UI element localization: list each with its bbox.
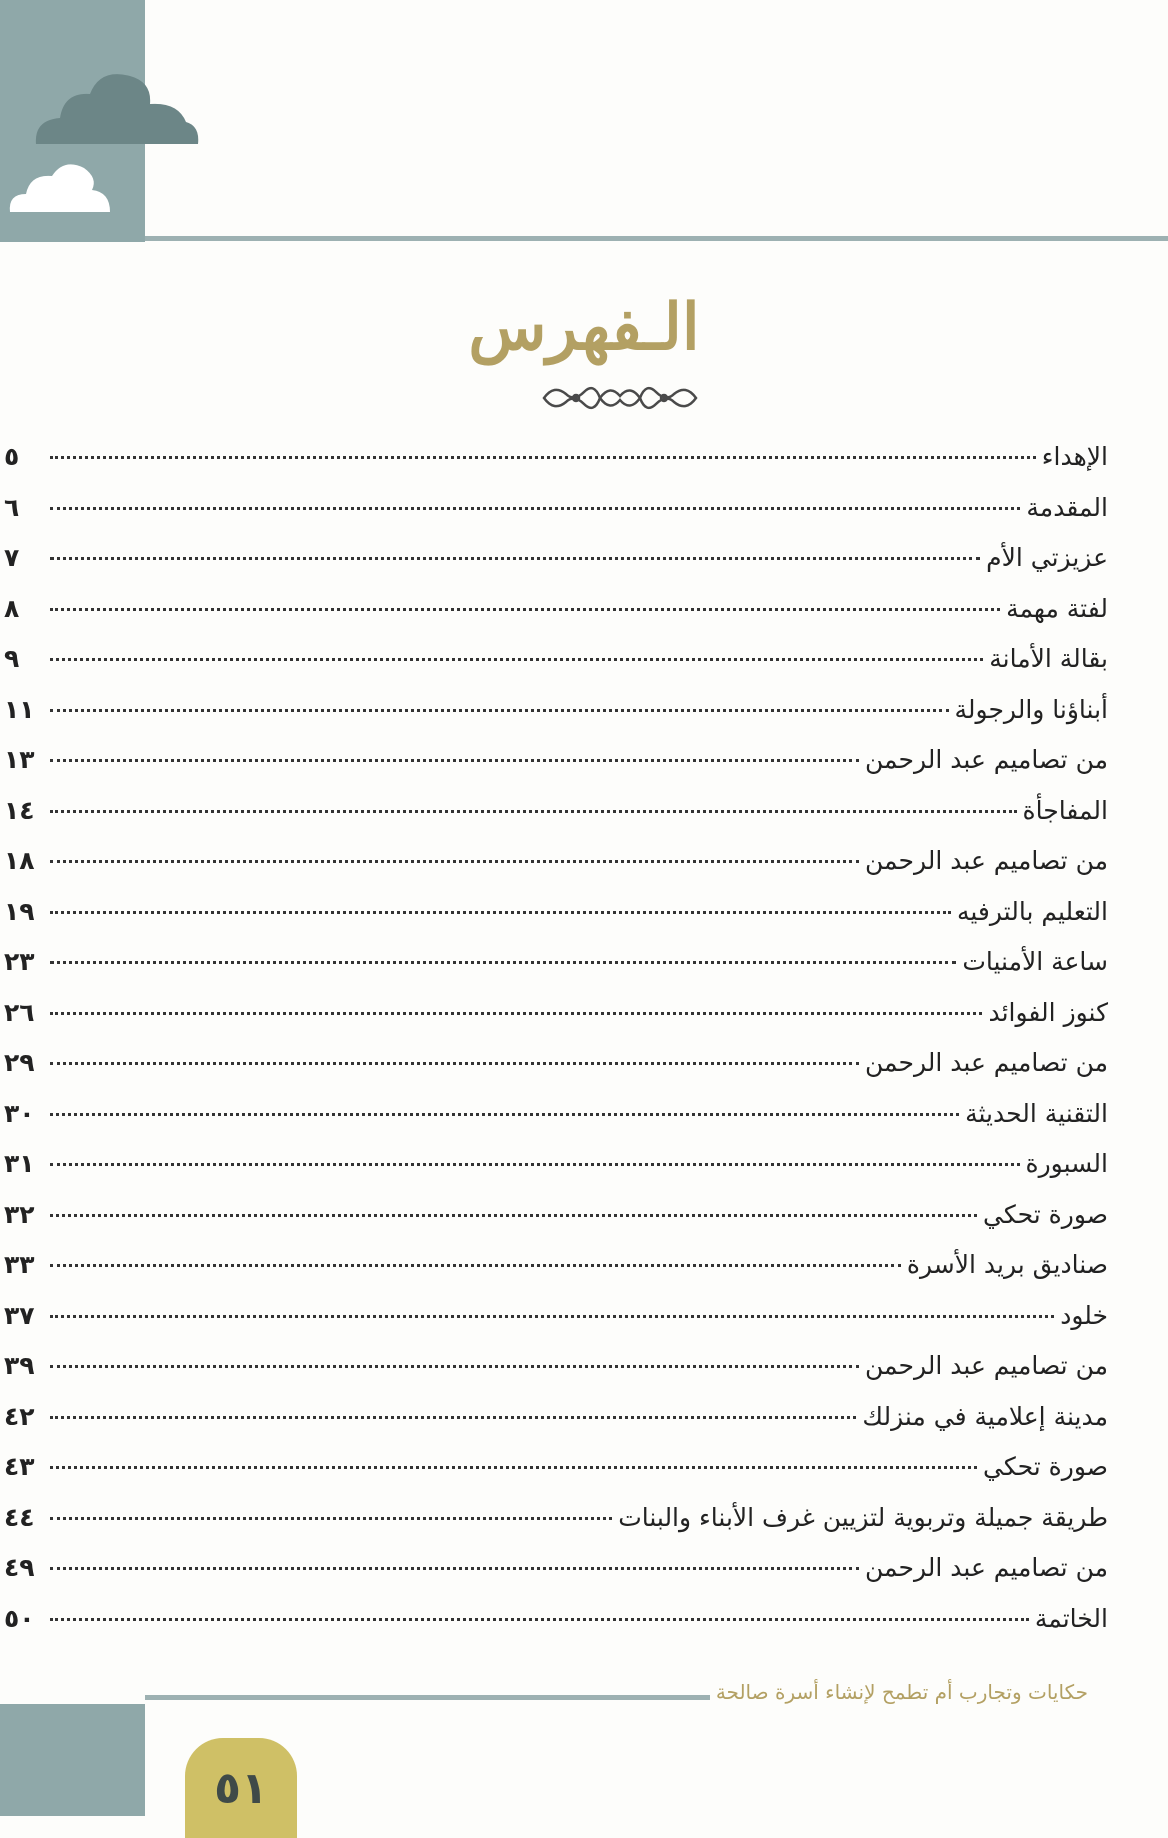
toc-dot-leader <box>50 961 956 964</box>
toc-dot-leader <box>50 810 1017 813</box>
toc-dot-leader <box>50 1264 901 1267</box>
toc-dot-leader <box>50 1466 977 1469</box>
toc-entry-title: طريقة جميلة وتربوية لتزيين غرف الأبناء والبنات <box>618 1502 1108 1532</box>
toc-dot-leader <box>50 1214 977 1217</box>
toc-entry-title: صناديق بريد الأسرة <box>906 1250 1108 1279</box>
toc-entry-page: ١١ <box>4 694 35 724</box>
toc-entry-page: ٣٣ <box>4 1250 35 1279</box>
toc-entry-title: عزيزتي الأم <box>986 543 1108 572</box>
toc-entry <box>4 887 1108 938</box>
toc-dot-leader <box>50 1517 612 1520</box>
page-number-badge: ٥١ <box>185 1738 297 1838</box>
toc-entry-page: ٦ <box>4 492 20 522</box>
toc-entry <box>4 432 1108 483</box>
toc-entry-title: خلود <box>1060 1300 1108 1330</box>
toc-dot-leader <box>50 1062 859 1065</box>
toc-entry <box>4 483 1108 534</box>
toc-entry-title: لفتة مهمة <box>1006 593 1108 623</box>
toc-entry-title: السبورة <box>1025 1149 1108 1178</box>
cloud-icon <box>28 62 203 147</box>
toc-entry-page: ٤٤ <box>4 1502 35 1532</box>
toc-entry-title: ساعة الأمنيات <box>962 947 1108 976</box>
toc-dot-leader <box>50 1012 982 1015</box>
toc-dot-leader <box>50 557 980 560</box>
toc-entry-page: ٩ <box>4 644 20 673</box>
toc-entry <box>4 988 1108 1039</box>
toc-entry-page: ١٤ <box>4 795 35 825</box>
toc-dot-leader <box>50 456 1036 459</box>
toc-dot-leader <box>50 1163 1020 1166</box>
toc-entry-title: صورة تحكي <box>983 1199 1108 1229</box>
toc-entry-title: صورة تحكي <box>983 1452 1108 1481</box>
toc-entry <box>4 634 1108 685</box>
toc-entry-title: من تصاميم عبد الرحمن <box>865 1351 1108 1380</box>
toc-dot-leader <box>50 759 859 762</box>
toc-entry <box>4 937 1108 988</box>
toc-entry-title: أبناؤنا والرجولة <box>954 694 1108 724</box>
toc-entry-page: ١٩ <box>4 896 35 926</box>
toc-entry-page: ٢٦ <box>4 997 35 1027</box>
footer-rule <box>145 1695 710 1700</box>
toc-entry <box>4 584 1108 635</box>
toc-dot-leader <box>50 1618 1029 1621</box>
toc-dot-leader <box>50 709 949 712</box>
toc-dot-leader <box>50 1315 1054 1318</box>
toc-entry-title: كنوز الفوائد <box>988 997 1108 1027</box>
page-title: الـفهرس <box>468 290 700 365</box>
toc-entry-title: مدينة إعلامية في منزلك <box>862 1401 1108 1431</box>
toc-dot-leader <box>50 1365 859 1368</box>
toc-entry <box>4 1038 1108 1089</box>
toc-dot-leader <box>50 1416 856 1419</box>
toc-entry-page: ٣٧ <box>4 1300 35 1330</box>
toc-entry <box>4 1341 1108 1392</box>
toc-entry-page: ٣٢ <box>4 1199 35 1229</box>
table-of-contents <box>4 432 1108 1644</box>
toc-entry <box>4 786 1108 837</box>
toc-dot-leader <box>50 658 983 661</box>
toc-entry-title: التعليم بالترفيه <box>956 896 1108 926</box>
toc-entry <box>4 1442 1108 1493</box>
toc-entry <box>4 1240 1108 1291</box>
footer-color-block <box>0 1704 145 1816</box>
toc-entry <box>4 1190 1108 1241</box>
toc-entry-page: ٣٩ <box>4 1351 35 1380</box>
toc-entry-title: التقنية الحديثة <box>965 1098 1108 1128</box>
toc-dot-leader <box>50 1113 959 1116</box>
toc-dot-leader <box>50 1567 859 1570</box>
toc-entry-page: ٤٢ <box>4 1401 35 1431</box>
toc-dot-leader <box>50 860 859 863</box>
toc-entry <box>4 685 1108 736</box>
header-rule <box>145 236 1168 241</box>
toc-entry-page: ٤٩ <box>4 1553 35 1582</box>
toc-entry-title: من تصاميم عبد الرحمن <box>865 1553 1108 1582</box>
toc-entry <box>4 1594 1108 1645</box>
ornament-divider <box>540 380 700 416</box>
toc-entry-title: من تصاميم عبد الرحمن <box>865 846 1108 875</box>
toc-entry-title: الخاتمة <box>1034 1603 1108 1633</box>
toc-entry-title: من تصاميم عبد الرحمن <box>865 745 1108 774</box>
toc-entry <box>4 1543 1108 1594</box>
toc-entry-page: ٢٩ <box>4 1048 35 1077</box>
toc-entry-title: الإهداء <box>1041 442 1108 471</box>
toc-entry <box>4 533 1108 584</box>
toc-entry-page: ٨ <box>4 593 20 623</box>
toc-entry <box>4 1139 1108 1190</box>
toc-entry <box>4 735 1108 786</box>
toc-entry-page: ٧ <box>4 543 20 572</box>
toc-entry-title: المفاجأة <box>1022 795 1108 825</box>
toc-entry-page: ٥ <box>4 442 20 471</box>
toc-entry-title: المقدمة <box>1026 492 1108 522</box>
toc-entry <box>4 1392 1108 1443</box>
toc-dot-leader <box>50 507 1020 510</box>
toc-entry <box>4 1493 1108 1544</box>
toc-entry-page: ١٨ <box>4 846 35 875</box>
toc-entry-page: ٢٣ <box>4 947 35 976</box>
footer-book-title: حكايات وتجارب أم تطمح لإنشاء أسرة صالحة <box>715 1680 1088 1704</box>
toc-entry <box>4 836 1108 887</box>
toc-entry-title: من تصاميم عبد الرحمن <box>865 1048 1108 1077</box>
toc-dot-leader <box>50 911 951 914</box>
cloud-icon <box>4 156 116 216</box>
toc-entry-page: ٥٠ <box>4 1603 35 1633</box>
toc-dot-leader <box>50 608 1000 611</box>
toc-entry-title: بقالة الأمانة <box>989 644 1108 673</box>
toc-entry-page: ١٣ <box>4 745 35 774</box>
toc-entry-page: ٤٣ <box>4 1452 35 1481</box>
toc-entry <box>4 1089 1108 1140</box>
toc-entry-page: ٣١ <box>4 1149 35 1178</box>
toc-entry <box>4 1291 1108 1342</box>
toc-entry-page: ٣٠ <box>4 1098 35 1128</box>
